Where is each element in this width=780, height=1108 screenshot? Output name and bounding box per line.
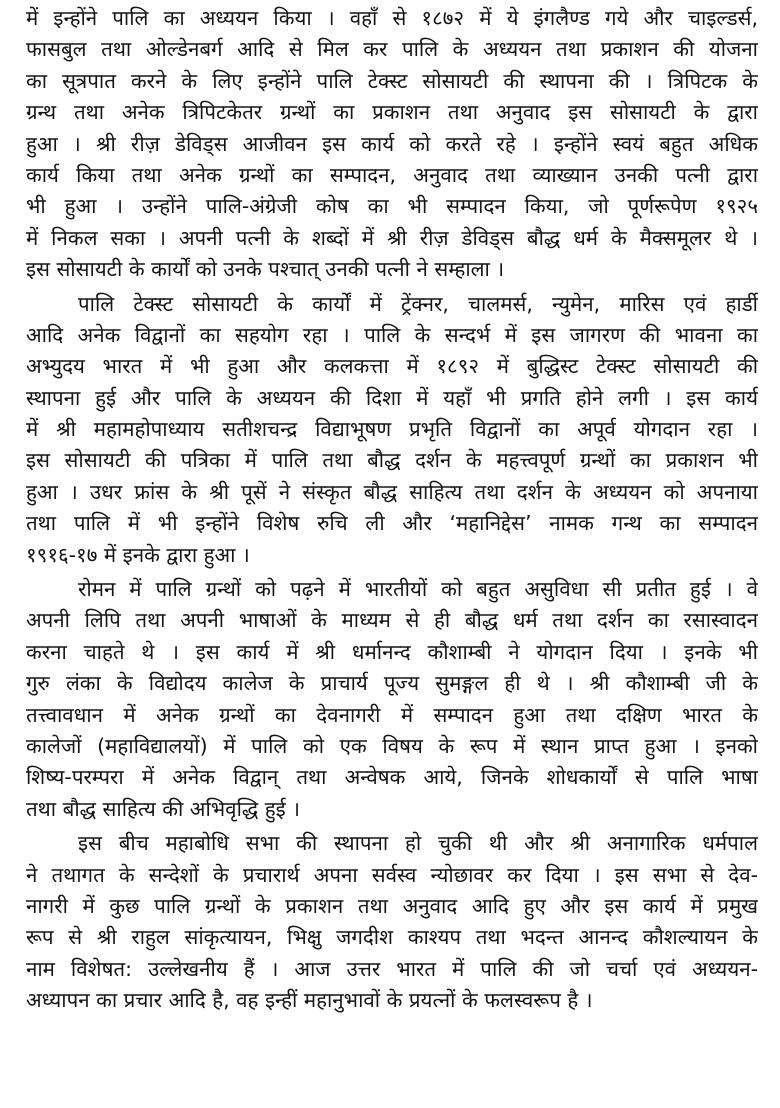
text-line: हुआ । श्री रीज़ डेविड्स आजीवन इस कार्य को करते रहे । इन्होंने स्वयं बहुत अधिक xyxy=(26,131,758,156)
text-line: १९१६-१७ में इनके द्वारा हुआ । xyxy=(26,542,250,567)
text-line: कार्य किया तथा अनेक ग्रन्थों का सम्पादन, अनुवाद तथा व्याख्यान उनकी पत्नी द्वारा xyxy=(26,162,758,187)
paragraph-2 xyxy=(26,289,758,572)
paragraph-4 xyxy=(26,828,758,1016)
text-line: इस सोसायटी के कार्यों को उनके पश्चात् उनकी पत्नी ने सम्हाला । xyxy=(26,257,505,282)
text-line: अध्यापन का प्रचार आदि है, वह इन्हीं महानुभावों के प्रयत्नों के फलस्वरूप है । xyxy=(26,988,593,1013)
text-line: नाम विशेषत: उल्लेखनीय हैं । आज उत्तर भारत में पालि की जो चर्चा एवं अध्ययन- xyxy=(26,956,758,981)
text-line: में इन्होंने पालि का अध्ययन किया । वहाँ से १८७२ में ये इंगलैण्ड गये और चाइल्डर्स, xyxy=(26,6,758,30)
text-line: तथा पालि में भी इन्होंने विशेष रुचि ली और ‘महानिद्देस’ नामक गन्थ का सम्पादन xyxy=(26,511,758,536)
text-line: रोमन में पालि ग्रन्थों को पढ़ने में भारतीयों को बहुत असुविधा सी प्रतीत हुई । वे xyxy=(78,577,758,602)
text-line: तत्त्वावधान में अनेक ग्रन्थों का देवनागरी में सम्पादन हुआ तथा दक्षिण भारत के xyxy=(26,702,758,727)
text-line: अपनी लिपि तथा अपनी भाषाओं के माध्यम से ही बौद्ध धर्म तथा दर्शन का रसास्वादन xyxy=(26,608,758,633)
paragraph-1 xyxy=(26,3,758,286)
text-line: भी हुआ । उन्होंने पालि-अंग्रेजी कोष का भी सम्पादन किया, जो पूर्णरूपेण १९२५ xyxy=(26,194,758,219)
text-line: इस सोसायटी की पत्रिका में पालि तथा बौद्ध दर्शन के महत्त्वपूर्ण ग्रन्थों का प्रकाशन भी xyxy=(26,448,758,473)
text-line: करना चाहते थे । इस कार्य में श्री धर्मानन्द कौशाम्बी ने योगदान दिया । इनके भी xyxy=(26,639,758,664)
text-line: तथा बौद्ध साहित्य की अभिवृद्धि हुई । xyxy=(26,796,301,821)
paragraph-3 xyxy=(26,574,758,825)
text-line: नागरी में कुछ पालि ग्रन्थों के प्रकाशन तथा अनुवाद आदि हुए और इस कार्य में प्रमुख xyxy=(26,893,758,918)
text-line: कालेजों (महाविद्यालयों) में पालि को एक विषय के रूप में स्थान प्राप्त हुआ । इनको xyxy=(26,733,758,758)
text-line: में निकल सका । अपनी पत्नी के शब्दों में श्री रीज़ डेविड्स बौद्ध धर्म के मैक्समूलर थे । xyxy=(26,225,758,250)
text-line: आदि अनेक विद्वानों का सहयोग रहा । पालि के सन्दर्भ में इस जागरण की भावना का xyxy=(26,322,758,347)
text-line: ग्रन्थ तथा अनेक त्रिपिटकेतर ग्रन्थों का प्रकाशन तथा अनुवाद इस सोसायटी के द्वारा xyxy=(26,100,758,125)
text-line: पालि टेक्स्ट सोसायटी के कार्यों में ट्रेंक्नर, चालमर्स, न्युमेन, मारिस एवं हार्डी xyxy=(78,291,758,316)
text-line: में श्री महामहोपाध्याय सतीशचन्द्र विद्याभूषण प्रभृति विद्वानों का अपूर्व योगदान रहा । xyxy=(26,417,758,442)
text-line: शिष्य-परम्परा में अनेक विद्वान् तथा अन्वेषक आये, जिनके शोधकार्यों से पालि भाषा xyxy=(26,765,758,790)
text-line: हुआ । उधर फ्रांस के श्री पूसें ने संस्कृत बौद्ध साहित्य तथा दर्शन के अध्ययन को अपनाया xyxy=(26,479,758,504)
text-line: इस बीच महाबोधि सभा की स्थापना हो चुकी थी और श्री अनागारिक धर्मपाल xyxy=(78,831,758,856)
text-line: फासबुल तथा ओल्डेनबर्ग आदि से मिल कर पालि के अध्ययन तथा प्रकाशन की योजना xyxy=(26,37,758,62)
text-line: स्थापना हुई और पालि के अध्ययन की दिशा में यहाँ भी प्रगति होने लगी । इस कार्य xyxy=(26,385,758,410)
text-line: का सूत्रपात करने के लिए इन्होंने पालि टेक्स्ट सोसायटी की स्थापना की । त्रिपिटक के xyxy=(26,68,758,93)
text-line: अभ्युदय भारत में भी हुआ और कलकत्ता में १८९२ में बुद्धिस्ट टेक्स्ट सोसायटी की xyxy=(26,354,758,379)
text-line: रूप से श्री राहुल सांकृत्यायन, भिक्षु जगदीश काश्यप तथा भदन्त आनन्द कौशल्यायन के xyxy=(26,925,758,950)
text-line: गुरु लंका के विद्योदय कालेज के प्राचार्य पूज्य सुमङ्गल ही थे । श्री कौशाम्बी जी के xyxy=(26,671,758,696)
text-line: ने तथागत के सन्देशों के प्रचारार्थ अपना सर्वस्व न्योछावर कर दिया । इस सभा से देव- xyxy=(26,862,758,887)
